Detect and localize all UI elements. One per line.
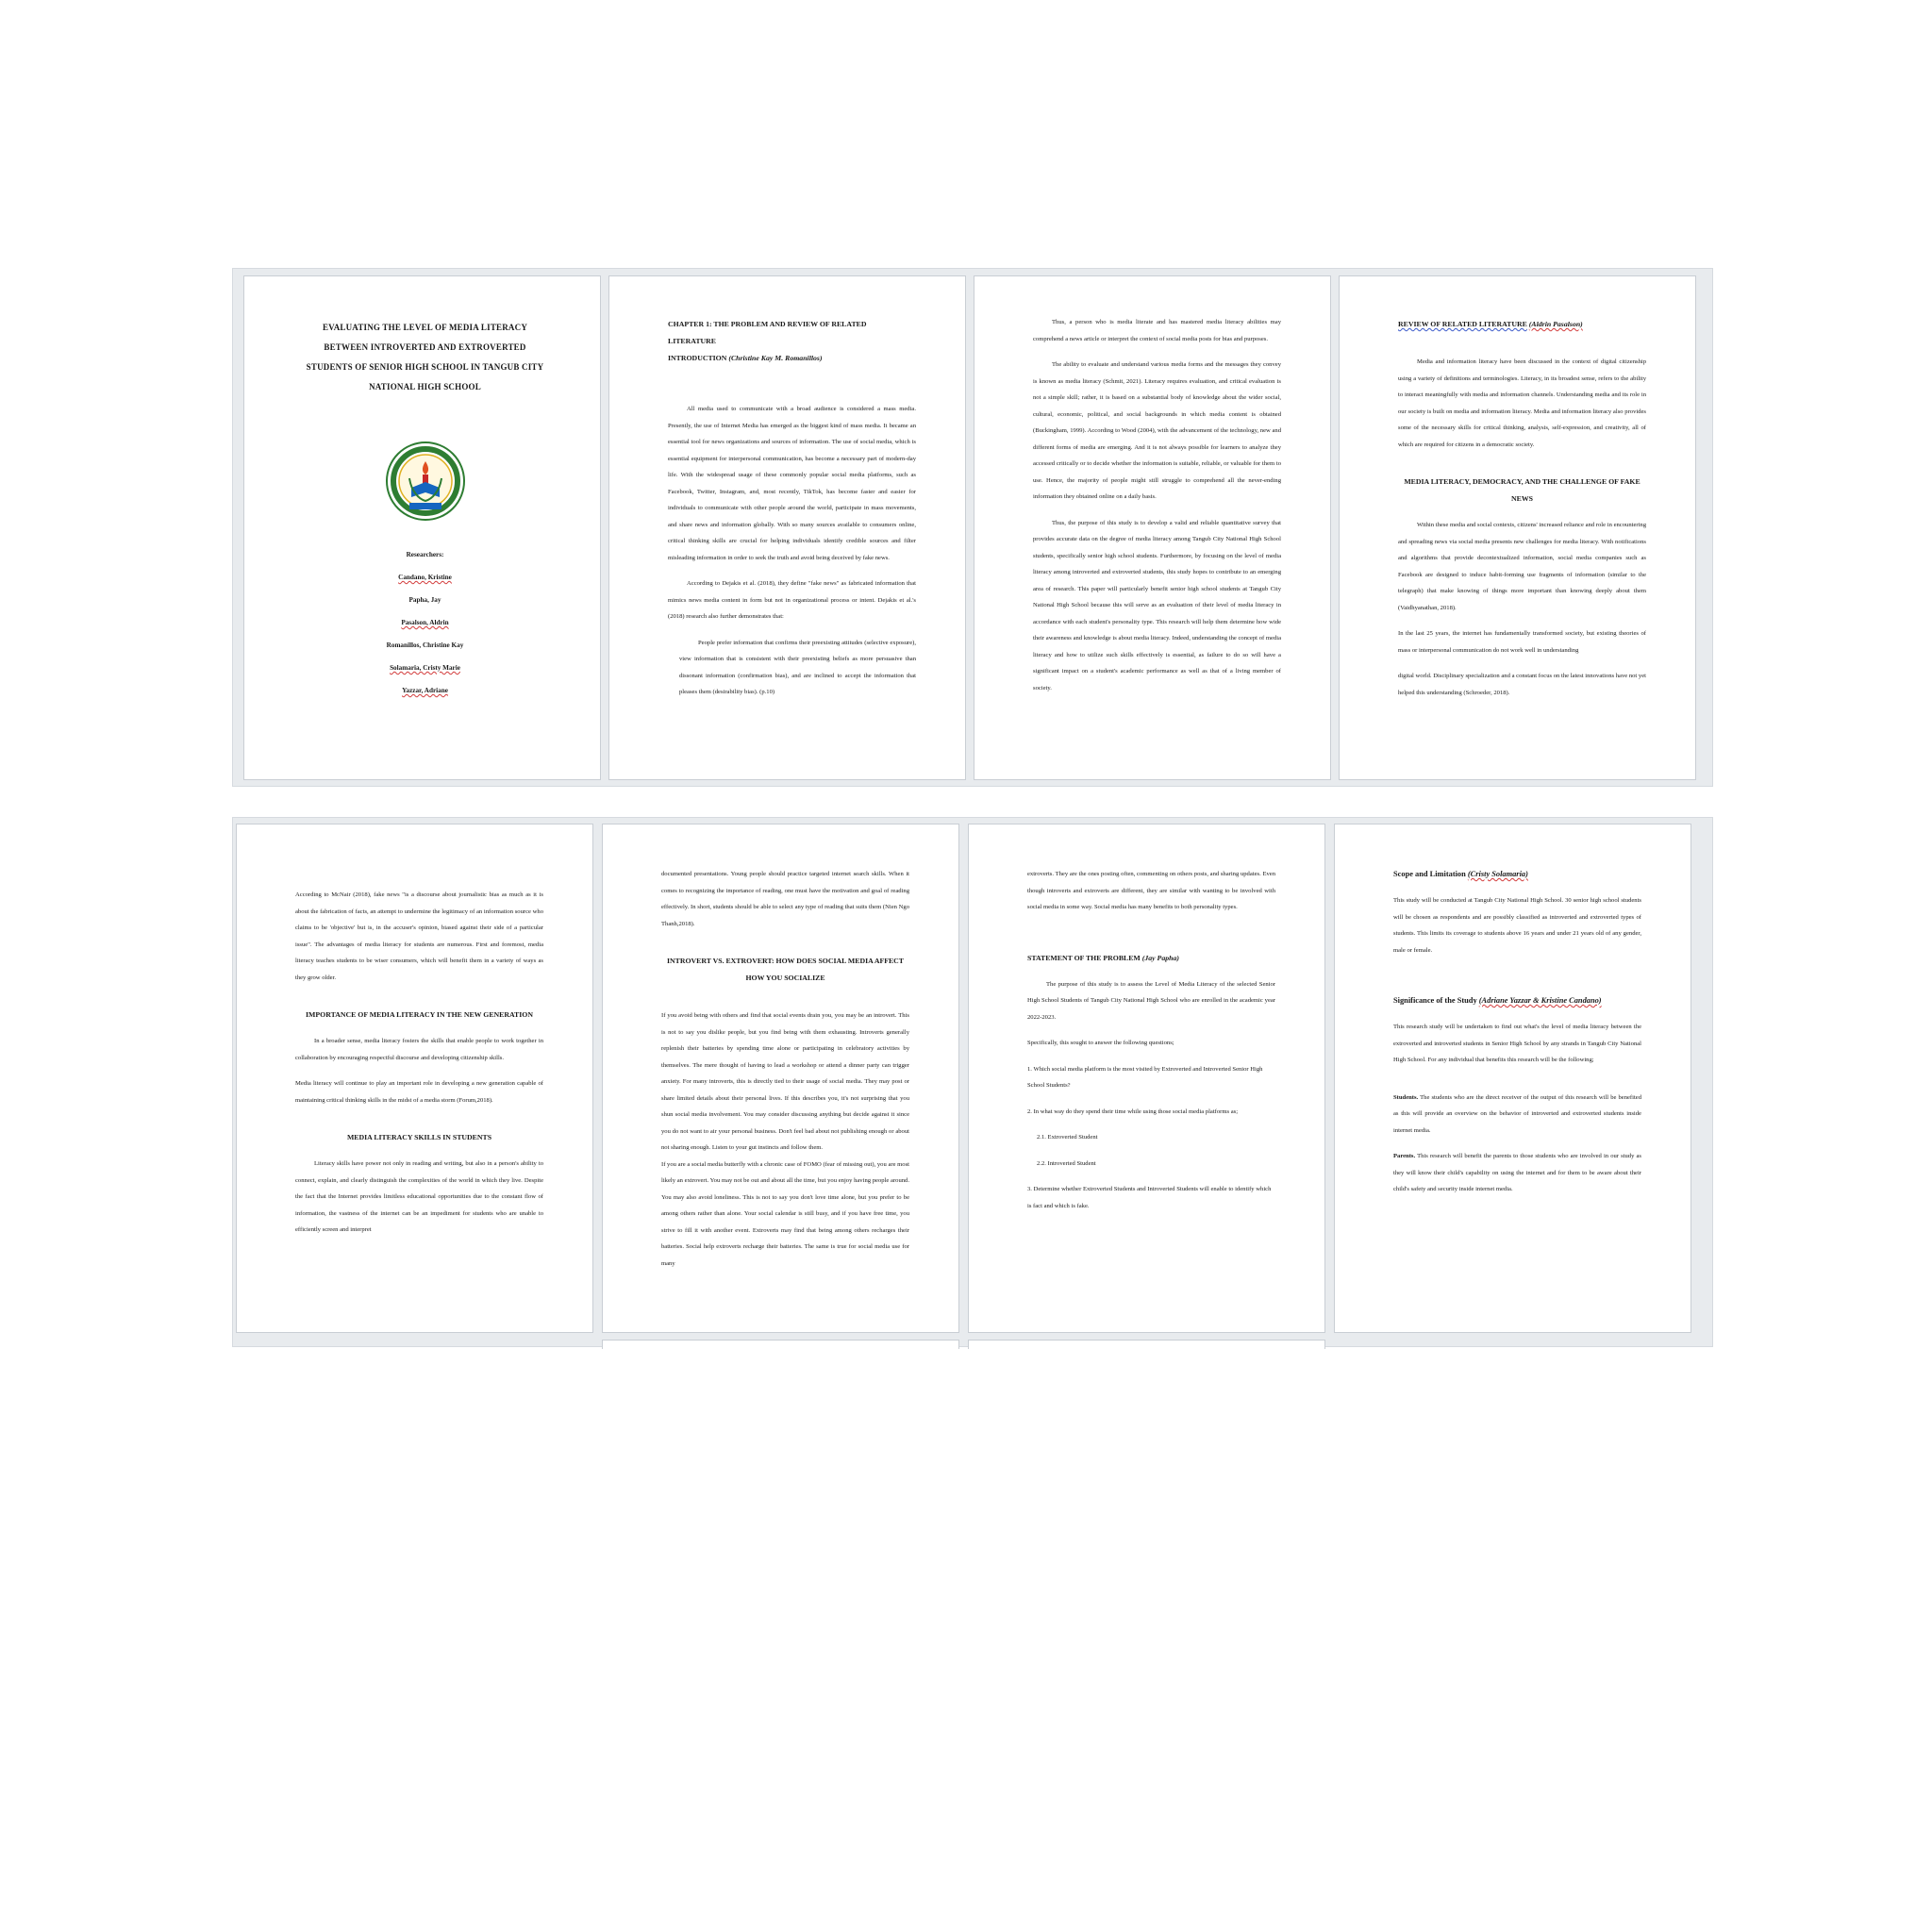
paragraph [1033, 357, 1281, 506]
page-6[interactable] [602, 824, 959, 1333]
page-5[interactable] [236, 824, 593, 1333]
introduction-author: (Christine Kay M. Romanillos) [728, 354, 823, 362]
block-quote [668, 635, 916, 701]
paragraph-text: Literacy skills have power not only in reading and writing, but also in a person's ability to connect, explain, and clearly distinguish the complexities of the world in which they live. Despite the fact that the Internet provides limitless educational opportunities due to the constant flow of information, the vastness of the internet can be an impediment for students who are unable to efficiently screen and interpret [295, 1160, 543, 1233]
researchers-label: Researchers: [406, 551, 444, 558]
intro-paragraph-1 [668, 401, 916, 566]
problem-heading-text: STATEMENT OF THE PROBLEM [1027, 953, 1141, 962]
section-heading: IMPORTANCE OF MEDIA LITERACY IN THE NEW GENERATION [306, 1010, 533, 1019]
page-8[interactable] [1334, 824, 1691, 1333]
review-heading [1398, 316, 1646, 333]
page-7[interactable] [968, 824, 1325, 1333]
problem-heading [1027, 950, 1275, 967]
paragraph: Media literacy will continue to play an important role in developing a new generation capable of maintaining critical thinking skills in the midst of a media storm (Forum,2018). [295, 1080, 543, 1104]
question-item: 3. Determine whether Extroverted Students and Introverted Students will enable to identify which is fact and which is fake. [1027, 1186, 1272, 1209]
paragraph [1398, 517, 1646, 616]
paragraph: Specifically, this sought to answer the following questions; [1027, 1040, 1174, 1046]
students-label: Students. [1393, 1093, 1419, 1101]
parents-text: This research will benefit the parents to those students who are involved in our study as they will know their child's capability on using the internet and for them to be aware about their child's safety and security inside internet media. [1393, 1153, 1641, 1192]
paragraph [1027, 976, 1275, 1026]
paper-title: EVALUATING THE LEVEL OF MEDIA LITERACY BETWEEN INTROVERTED AND EXTROVERTED STUDENTS OF SENIOR HIGH SCHOOL IN TANGUB CITY NATIONAL HIGH SCHOOL [306, 323, 544, 391]
paragraph: extroverts. They are the ones posting often, commenting on others posts, and sharing updates. Even though introverts and extroverts are different, they are similar with wanting to be involved with social media in some way. Social media has many benefits to both personality types. [1027, 871, 1275, 910]
paragraph [295, 1156, 543, 1239]
question-subitem: 2.1. Extroverted Student [1037, 1134, 1098, 1141]
paragraph: This study will be conducted at Tangub City National High School. 30 senior high school students will be chosen as respondents and are possibly classified as introverted and extroverted types of students. This limits its coverage to students above 16 years and under 21 years old of any gender, male or female. [1393, 897, 1641, 954]
researcher-name: Yazzar, Adriane [402, 687, 448, 694]
scope-heading-text: Scope and Limitation [1393, 870, 1466, 878]
paragraph [1398, 354, 1646, 453]
paragraph: digital world. Disciplinary specialization and a constant focus on the latest innovations have not yet helped this understanding (Schroeder, 2018). [1398, 673, 1646, 696]
paragraph-text: Thus, a person who is media literate and has mastered media literacy abilities may comprehend a news article or interpret the context of social media posts for bias and purposes. [1033, 319, 1281, 342]
next-page-edge [602, 1340, 959, 1349]
paragraph-text: Within these media and social contexts, citizens' increased reliance and role in encountering and spreading news via social media presents new challenges for media literacy. With notifications and algorithms that provide decontextualized information, social media companies such as Facebook are designed to induce habit-forming use fragments of information (similar to the telegraph) that make knowing of things more important than knowing deeply about them (Vaidhyanathan, 2018). [1398, 522, 1646, 611]
problem-heading-author: (Jay Papha) [1141, 953, 1179, 962]
researcher-name: Papha, Jay [408, 596, 441, 604]
intro-paragraph-1-text: All media used to communicate with a broad audience is considered a mass media. Presently, the use of Internet Media has emerged as the biggest kind of mass media. It became an essential tool for news organizations and sources of information. The use of social media, which is essential equipment for interpersonal communication, has become a necessary part of modern-day life. With the widespread usage of these commonly popular social media platforms, such as Facebook, Twitter, Instagram, and, most recently, TikTok, has become faster and easier for individuals to communicate with other people around the world, participate in mass movements, and share news and information globally. With so many sources available to consumers online, critical thinking skills are crucial for helping individuals identify credible sources and filter misleading information in order to seek the truth and avoid being deceived by fake news. [668, 406, 916, 561]
review-heading-text: REVIEW OF RELATED LITERATURE [1398, 320, 1527, 328]
section-heading: MEDIA LITERACY SKILLS IN STUDENTS [346, 1133, 492, 1141]
section-heading: INTROVERT VS. EXTROVERT: HOW DOES SOCIAL MEDIA AFFECT HOW YOU SOCIALIZE [666, 957, 905, 982]
significance-heading-author: (Adriane Yazzar & Kristine Candano) [1478, 996, 1602, 1005]
school-seal-icon [385, 441, 466, 522]
paragraph [1033, 515, 1281, 697]
paragraph: If you avoid being with others and find that social events drain you, you may be an introvert. This is not to say you dislike people, but you find being with them exhausting. Introverts generally replenish their batteries by spending time alone or participating in celebratory activities by themselves. The mere thought of having to lead a workshop or attend a dinner party can trigger anxiety. For many introverts, this is directly tied to their usage of social media. They may post or share limited details about their personal lives. If this describes you, it's not surprising that you shun social media involvement. You may consider discussing anything but decide against it since you do not want to air your personal business. Don't feel bad about not publishing enough or about not sharing enough. Listen to your gut instincts and follow them. [661, 1012, 909, 1151]
paragraph: If you are a social media butterfly with a chronic case of FOMO (fear of missing out), you are most likely an extrovert. You may not be out and about all the time, but you enjoy having people around. You may also avoid loneliness. This is not to say you don't love time alone, but you prefer to be among others rather than alone. Your social calendar is still busy, and if you have free time, you strive to fill it with another event. Extroverts may find that being among others recharges their batteries. Social help extroverts recharge their batteries. The same is true for social media use for many [661, 1160, 909, 1267]
scope-heading-author: (Cristy Solamaria) [1467, 870, 1528, 878]
paragraph [1393, 1148, 1641, 1198]
paragraph: According to McNair (2018), fake news "is a discourse about journalistic bias as much as it is about the fabrication of facts, an attempt to undermine the legitimacy of an information source who claims to be 'objective' but is, in the accuser's opinion, biased against their side of a particular issue". The advantages of media literacy for students are numerous. First and foremost, media literacy teaches students to be wiser consumers, which will benefit them in a variety of ways as they grow older. [295, 891, 543, 981]
students-text: The students who are the direct receiver of the output of this research will be benefited as this will provide an overview on the behavior of introverted and extroverted students inside internet media. [1393, 1093, 1642, 1134]
intro-paragraph-2 [668, 575, 916, 625]
section-heading: MEDIA LITERACY, DEMOCRACY, AND THE CHALLENGE OF FAKE NEWS [1404, 477, 1641, 503]
question-item: 1. Which social media platform is the most visited by Extroverted and Introverted Senior High School Students? [1027, 1065, 1263, 1089]
researcher-name: Solamaria, Cristy Marie [390, 664, 460, 672]
introduction-label: INTRODUCTION [668, 354, 727, 362]
chapter-heading: CHAPTER 1: THE PROBLEM AND REVIEW OF RELATED LITERATURE [668, 320, 867, 345]
question-subitem: 2.2. Introverted Student [1037, 1159, 1096, 1167]
researcher-name: Candano, Kristine [398, 574, 452, 581]
page-1[interactable] [243, 275, 601, 780]
paragraph: This research study will be undertaken to find out what's the level of media literacy between the extroverted and introverted students in Senior High School by any strands in Tangub City National High School. For any individual that benefits this research will be the following; [1393, 1024, 1641, 1063]
researcher-name: Romanillos, Christine Kay [386, 641, 464, 649]
intro-paragraph-2-text: According to Dejakis et al. (2018), they define "fake news" as fabricated information that mimics news media content in form but not in organizational process or intent. Dejakis et al.'s (2018) research also further demonstrates that: [668, 580, 916, 620]
next-page-edge [968, 1340, 1325, 1349]
paragraph [1033, 314, 1281, 347]
paragraph [295, 1033, 543, 1066]
parents-label: Parents. [1393, 1153, 1416, 1159]
paragraph [1393, 1090, 1641, 1140]
page-4[interactable] [1339, 275, 1696, 780]
scope-heading [1393, 866, 1641, 883]
paragraph-text: The purpose of this study is to assess the Level of Media Literacy of the selected Senior High School Students of Tangub City National High School who are enrolled in the academic year 2022-2023. [1027, 980, 1275, 1021]
significance-heading [1393, 992, 1641, 1009]
school-seal [303, 441, 547, 526]
introduction-heading [668, 350, 916, 367]
review-heading-author: (Aldrin Pasalson) [1528, 320, 1583, 328]
question-item: 2. In what way do they spend their time while using those social media platforms as; [1027, 1108, 1239, 1115]
paragraph-text: The ability to evaluate and understand various media forms and the messages they convey is known as media literacy (Schmit, 2021). Literacy requires evaluation, and critical evaluation is not a simple skill; rather, it is based on a substantial body of knowledge about the wider social, cultural, economic, political, and social backgrounds in which media content is obtained (Buckingham, 1999). According to Wood (2004), with the advancement of the technology, new and different forms of media are emerging. And it is not always possible for learners to analyze they accessed critically or to decide whether the information is suitable, reliable, or valuable for them to use. Hence, the majority of people might still struggle to comprehend all the never-ending information they obtained online on a daily basis. [1033, 361, 1281, 500]
paragraph-text: Media and information literacy have been discussed in the context of digital citizenship using a variety of definitions and terminologies. Literacy, in its broadest sense, refers to the ability to interact meaningfully with media and information channels. Understanding media and its role in our society is built on media and information literacy. Media and information literacy also provides some of the necessary skills for critical thinking, analysis, self-expression, and creativity, all of which are required for citizens in a democratic society. [1398, 358, 1646, 448]
significance-heading-text: Significance of the Study [1393, 996, 1477, 1005]
page-2[interactable] [608, 275, 966, 780]
block-quote-text: People prefer information that confirms their preexisting attitudes (selective exposure), view information that is consistent with their preexisting beliefs as more persuasive than dissonant information (confirmation bias), and are inclined to accept the information that pleases them (desirability bias). (p.10) [679, 639, 916, 695]
paragraph-text: In a broader sense, media literacy fosters the skills that enable people to work together in collaboration by encouraging respectful discourse and developing citizenship skills. [295, 1038, 543, 1061]
paragraph: In the last 25 years, the internet has fundamentally transformed society, but existing theories of mass or interpersonal communication do not work well in understanding [1398, 630, 1646, 654]
page-3[interactable] [974, 275, 1331, 780]
paragraph-text: Thus, the purpose of this study is to develop a valid and reliable quantitative survey that provides accurate data on the degree of media literacy among Tangub City National High School students, specifically senior high school students. Furthermore, by focusing on the level of media literacy among introverted and extroverted students, this study hopes to contribute to an emerging area of research. This paper will particularly benefit senior high school students at Tangub City National High School because this will serve as an evaluation of their level of media literacy in accordance with each student's personality type. This research will help them determine how wide their awareness and knowledge is about media literacy. Indeed, understanding the concept of media literacy and how to utilize such skills effectively is essential, as failure to do so will have a significant impact on a student's academic performance as well as that of a living member of society. [1033, 519, 1281, 691]
researcher-name: Pasalson, Aldrin [401, 619, 449, 626]
paragraph: documented presentations. Young people should practice targeted internet search skills. When it comes to recognizing the importance of reading, one must have the motivation and goal of reading effectively. In short, students should be able to select any type of reading that suits them (Nien Ngo Thanh,2018). [661, 871, 909, 927]
